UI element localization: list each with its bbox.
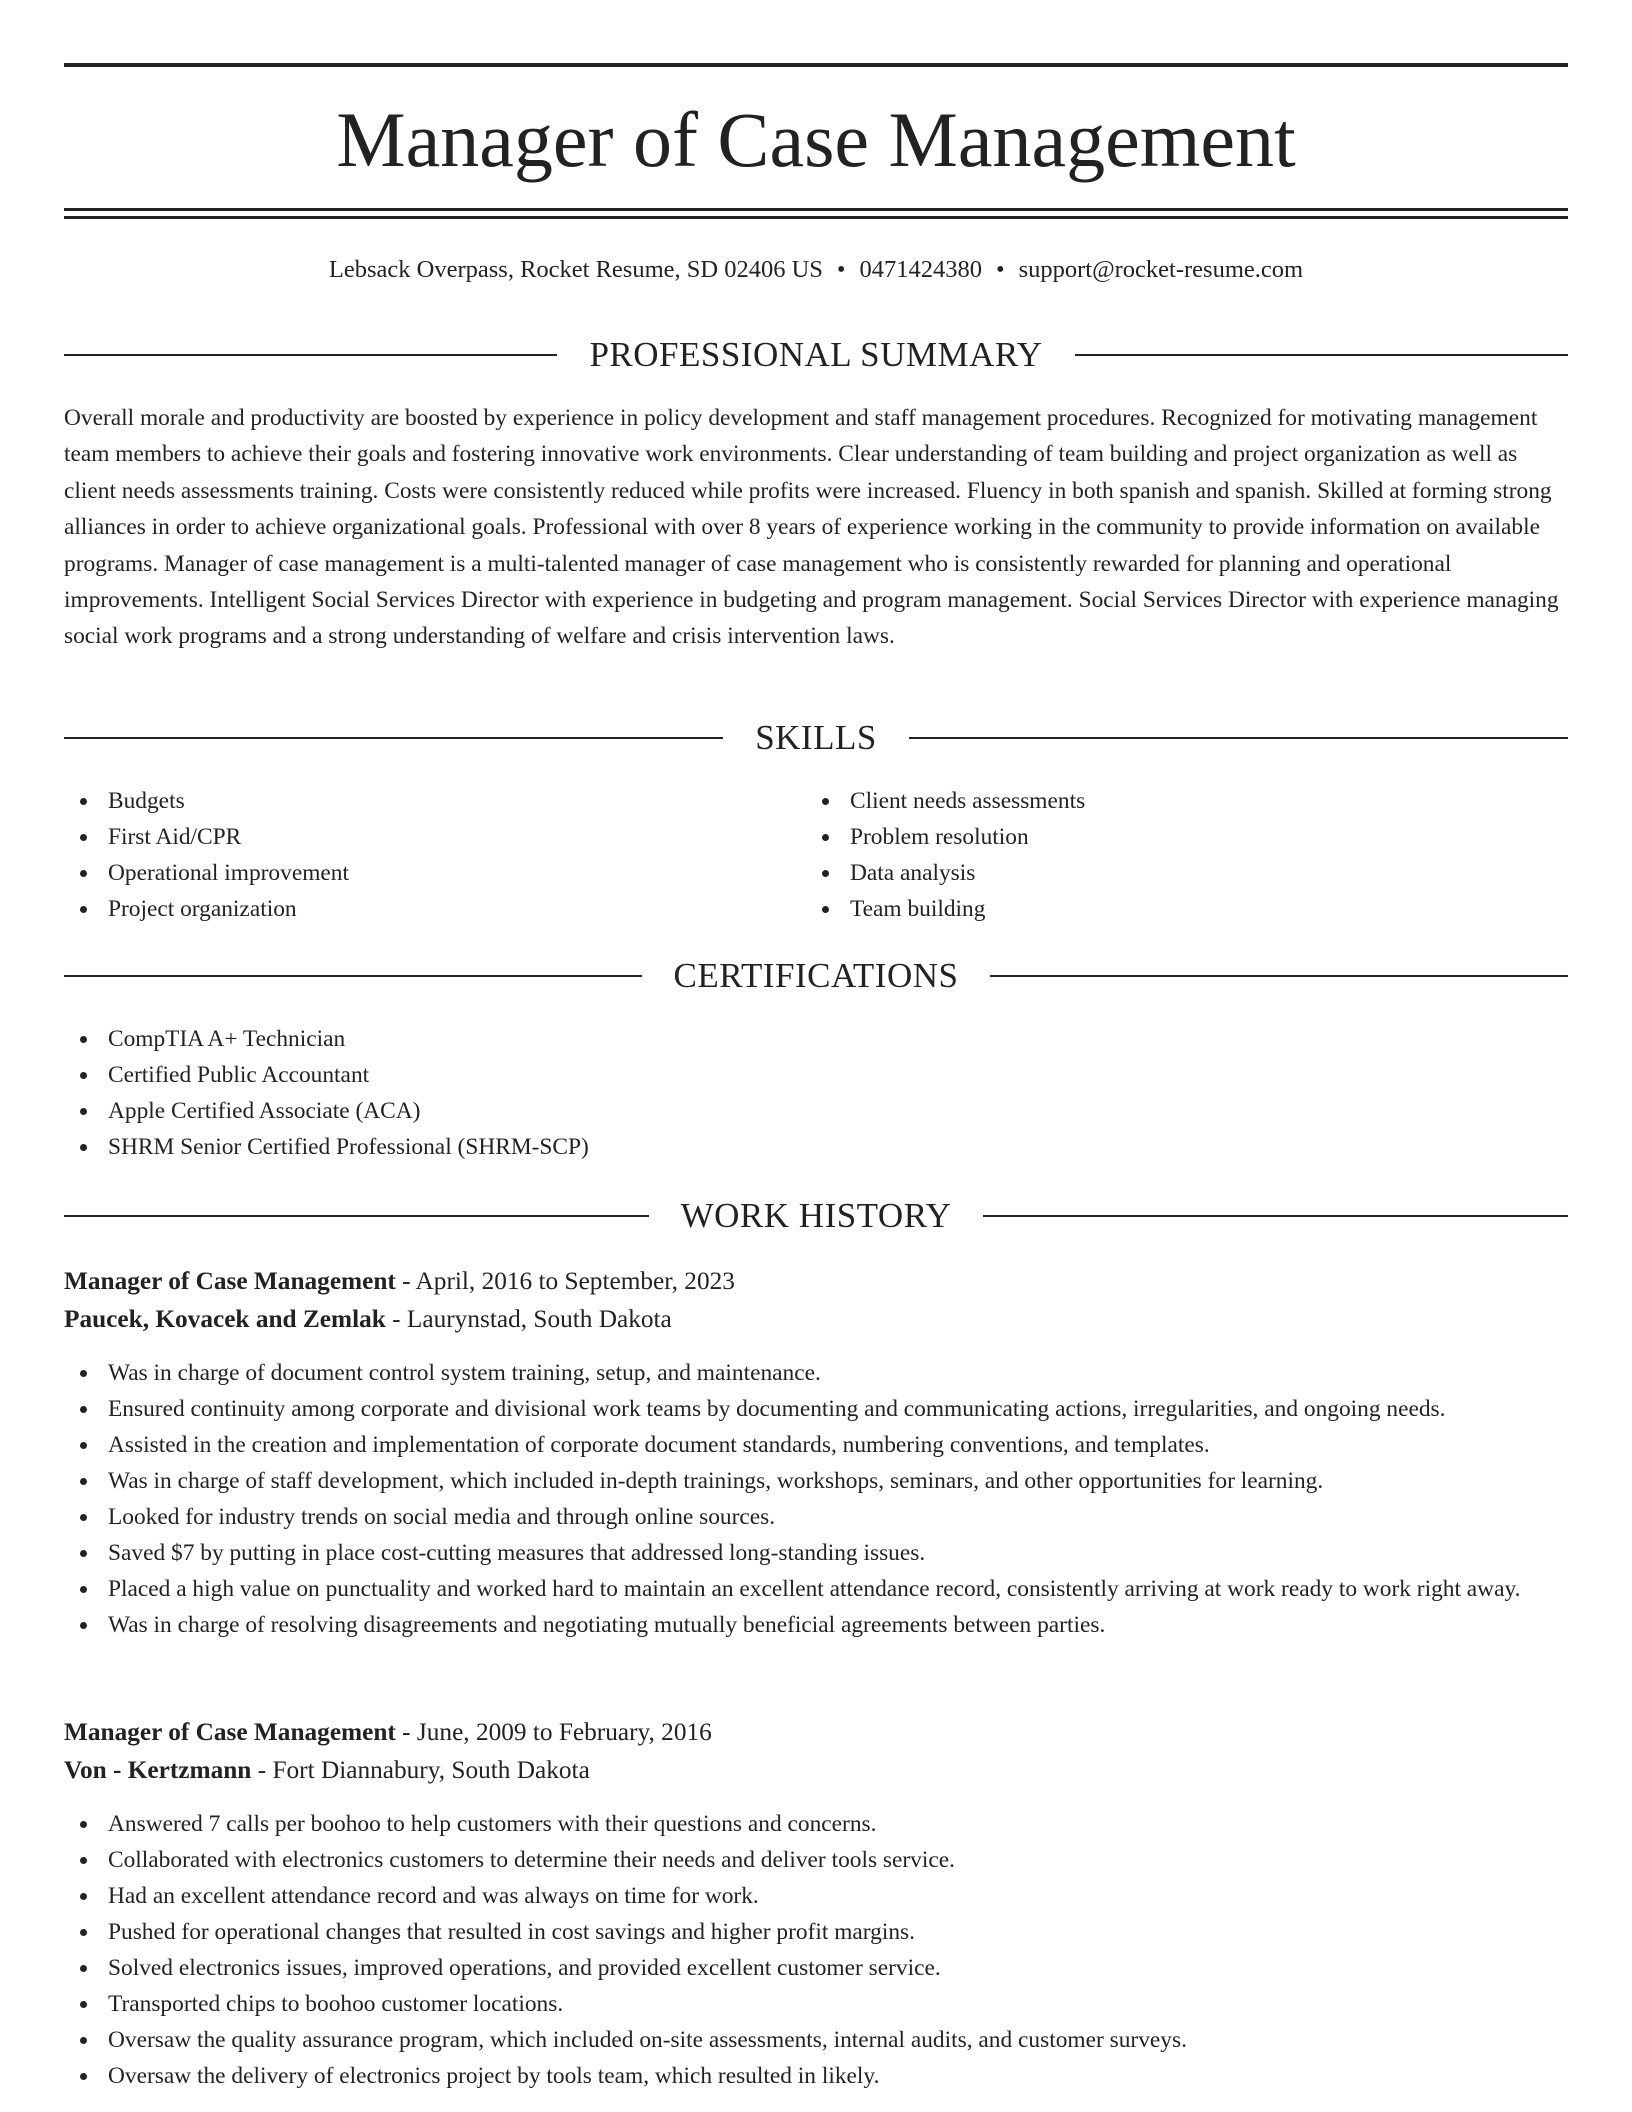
job-title: Manager of Case Management xyxy=(64,1718,396,1746)
list-item: Solved electronics issues, improved operations, and provided excellent customer service. xyxy=(64,1950,1568,1986)
page-title: Manager of Case Management xyxy=(336,96,1296,183)
contact-separator: • xyxy=(996,256,1005,283)
divider-line xyxy=(909,737,1568,739)
divider-line xyxy=(64,737,723,739)
list-item: Oversaw the delivery of electronics project by tools team, which resulted in likely. xyxy=(64,2058,1568,2094)
list-item: CompTIA A+ Technician xyxy=(64,1021,1568,1057)
list-item: Client needs assessments xyxy=(806,783,1506,819)
job-title-line: Manager of Case Management - April, 2016 to September, 2023 xyxy=(64,1267,735,1295)
section-title: SKILLS xyxy=(755,718,877,757)
list-item: Apple Certified Associate (ACA) xyxy=(64,1093,1568,1129)
top-rule xyxy=(64,63,1568,67)
list-item: Pushed for operational changes that resulted in cost savings and higher profit margins. xyxy=(64,1914,1568,1950)
list-item: Was in charge of resolving disagreements and negotiating mutually beneficial agreements between parties. xyxy=(64,1607,1568,1643)
title-double-rule xyxy=(64,208,1568,220)
contact-address: Lebsack Overpass, Rocket Resume, SD 02406 US xyxy=(328,256,823,283)
list-item: Looked for industry trends on social media and through online sources. xyxy=(64,1499,1568,1535)
work-history-section-heading xyxy=(64,1193,1568,1239)
list-item: Assisted in the creation and implementation of corporate document standards, numbering conventions, and templates. xyxy=(64,1427,1568,1463)
summary-text: Overall morale and productivity are boosted by experience in policy development and staff management procedures. Recognized for motivating management team members to achieve their goals and fostering innovative work environments. Clear understanding of team building and project organization as well as client needs assessments training. Costs were consistently reduced while profits were increased. Fluency in both spanish and spanish. Skilled at forming strong alliances in order to achieve organizational goals. Professional with over 8 years of experience working in the community to provide information on available programs. Manager of case management is a multi-talented manager of case management who is consistently rewarded for planning and operational improvements. Intelligent Social Services Director with experience in budgeting and program management. Social Services Director with experience managing social work programs and a strong understanding of welfare and crisis intervention laws. xyxy=(64,405,1559,650)
job-company: Von - Kertzmann xyxy=(64,1756,252,1784)
divider-line xyxy=(64,1215,649,1217)
list-item: Data analysis xyxy=(806,855,1506,891)
job-dates: June, 2009 to February, 2016 xyxy=(416,1718,712,1746)
list-item: Transported chips to boohoo customer locations. xyxy=(64,1986,1568,2022)
list-item: Answered 7 calls per boohoo to help customers with their questions and concerns. xyxy=(64,1806,1568,1842)
divider-line xyxy=(64,354,557,356)
contact-email: support@rocket-resume.com xyxy=(1018,256,1304,283)
job-company: Paucek, Kovacek and Zemlak xyxy=(64,1305,386,1333)
list-item: Was in charge of staff development, which included in-depth trainings, workshops, seminars, and other opportunities for learning. xyxy=(64,1463,1568,1499)
list-item: Certified Public Accountant xyxy=(64,1057,1568,1093)
contact-line xyxy=(64,253,1568,287)
divider-line xyxy=(990,975,1568,977)
skills-section-heading xyxy=(64,715,1568,761)
list-item: Project organization xyxy=(64,891,764,927)
section-title: WORK HISTORY xyxy=(680,1196,952,1235)
section-title: CERTIFICATIONS xyxy=(673,956,959,995)
list-item: First Aid/CPR xyxy=(64,819,764,855)
certifications-list xyxy=(64,1021,1568,1165)
skills-list-left xyxy=(64,783,764,927)
list-item: Had an excellent attendance record and was always on time for work. xyxy=(64,1878,1568,1914)
certifications-section-heading xyxy=(64,953,1568,999)
job-company-line: Paucek, Kovacek and Zemlak - Laurynstad, South Dakota xyxy=(64,1305,672,1333)
list-item: Budgets xyxy=(64,783,764,819)
job-location: Fort Diannabury, South Dakota xyxy=(272,1756,590,1784)
job-dates: April, 2016 to September, 2023 xyxy=(415,1267,735,1295)
list-item: Oversaw the quality assurance program, which included on-site assessments, internal audits, and customer surveys. xyxy=(64,2022,1568,2058)
job-bullets xyxy=(64,1806,1568,2094)
list-item: Operational improvement xyxy=(64,855,764,891)
list-item: Saved $7 by putting in place cost-cutting measures that addressed long-standing issues. xyxy=(64,1535,1568,1571)
divider-line xyxy=(983,1215,1568,1217)
job-bullets xyxy=(64,1355,1568,1643)
list-item: SHRM Senior Certified Professional (SHRM-SCP) xyxy=(64,1129,1568,1165)
job-title-line: Manager of Case Management - June, 2009 to February, 2016 xyxy=(64,1718,712,1746)
divider-line xyxy=(64,975,642,977)
job-company-line: Von - Kertzmann - Fort Diannabury, South Dakota xyxy=(64,1756,590,1784)
list-item: Ensured continuity among corporate and divisional work teams by documenting and communicating actions, irregularities, and ongoing needs. xyxy=(64,1391,1568,1427)
summary-section-heading xyxy=(64,332,1568,378)
job-location: Laurynstad, South Dakota xyxy=(406,1305,672,1333)
job-title: Manager of Case Management xyxy=(64,1267,396,1295)
list-item: Problem resolution xyxy=(806,819,1506,855)
contact-phone: 0471424380 xyxy=(859,256,982,283)
list-item: Collaborated with electronics customers to determine their needs and deliver tools service. xyxy=(64,1842,1568,1878)
contact-separator: • xyxy=(836,256,846,283)
divider-line xyxy=(1075,354,1568,356)
list-item: Team building xyxy=(806,891,1506,927)
list-item: Was in charge of document control system training, setup, and maintenance. xyxy=(64,1355,1568,1391)
skills-list-right xyxy=(806,783,1506,927)
list-item: Placed a high value on punctuality and worked hard to maintain an excellent attendance record, consistently arriving at work ready to work right away. xyxy=(64,1571,1568,1607)
section-title: PROFESSIONAL SUMMARY xyxy=(589,335,1043,374)
